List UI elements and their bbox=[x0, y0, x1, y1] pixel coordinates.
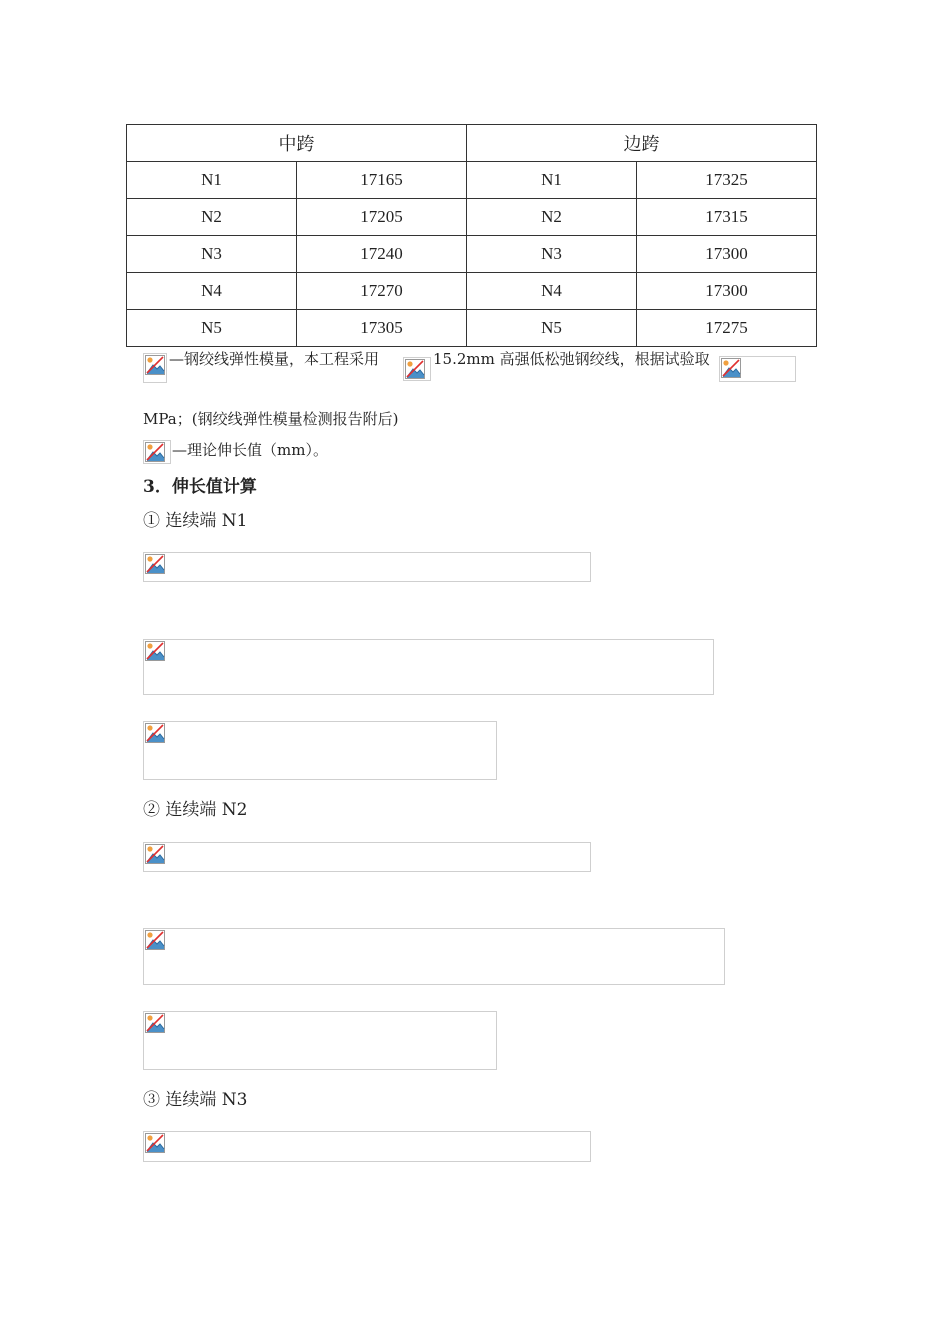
table-row bbox=[127, 273, 817, 310]
subheading-n1: ① 连续端 N1 bbox=[143, 511, 248, 531]
modulus-text-part3: MPa；(钢绞线弹性模量检测报告附后) bbox=[143, 410, 399, 428]
broken-image-placeholder bbox=[143, 353, 167, 383]
broken-image-icon bbox=[405, 359, 425, 379]
cell-right-value: 17300 bbox=[637, 236, 817, 273]
cell-right-value: 17315 bbox=[637, 199, 817, 236]
broken-image-placeholder bbox=[719, 356, 796, 382]
cell-right-value: 17300 bbox=[637, 273, 817, 310]
cell-left-value: 17240 bbox=[297, 236, 467, 273]
broken-image-icon bbox=[145, 355, 165, 375]
broken-image-placeholder bbox=[403, 357, 431, 381]
cell-right-id: N4 bbox=[467, 273, 637, 310]
cell-left-id: N4 bbox=[127, 273, 297, 310]
modulus-text-part2: 15.2mm 高强低松弛钢绞线，根据试验取 bbox=[433, 350, 710, 368]
broken-image-placeholder bbox=[143, 440, 171, 464]
formula-image-placeholder bbox=[143, 1011, 497, 1070]
cell-right-id: N5 bbox=[467, 310, 637, 347]
subheading-n3: ③ 连续端 N3 bbox=[143, 1090, 248, 1110]
cell-right-id: N3 bbox=[467, 236, 637, 273]
cell-left-id: N1 bbox=[127, 162, 297, 199]
header-side-span: 边跨 bbox=[467, 125, 817, 162]
broken-image-icon bbox=[145, 442, 165, 462]
subheading-n2: ② 连续端 N2 bbox=[143, 800, 248, 820]
broken-image-icon bbox=[145, 641, 165, 661]
broken-image-icon bbox=[145, 723, 165, 743]
cell-left-id: N2 bbox=[127, 199, 297, 236]
cell-left-id: N3 bbox=[127, 236, 297, 273]
elongation-table bbox=[126, 124, 817, 347]
cell-right-value: 17275 bbox=[637, 310, 817, 347]
broken-image-icon bbox=[721, 358, 741, 378]
table-header-row bbox=[127, 125, 817, 162]
formula-image-placeholder bbox=[143, 1131, 591, 1162]
header-mid-span: 中跨 bbox=[127, 125, 467, 162]
cell-right-id: N1 bbox=[467, 162, 637, 199]
broken-image-icon bbox=[145, 844, 165, 864]
table-row bbox=[127, 162, 817, 199]
formula-image-placeholder bbox=[143, 842, 591, 872]
broken-image-icon bbox=[145, 554, 165, 574]
broken-image-icon bbox=[145, 1013, 165, 1033]
cell-right-value: 17325 bbox=[637, 162, 817, 199]
formula-image-placeholder bbox=[143, 721, 497, 780]
table-row bbox=[127, 199, 817, 236]
cell-left-value: 17205 bbox=[297, 199, 467, 236]
cell-right-id: N2 bbox=[467, 199, 637, 236]
cell-left-id: N5 bbox=[127, 310, 297, 347]
table-row bbox=[127, 310, 817, 347]
table-row bbox=[127, 236, 817, 273]
broken-image-icon bbox=[145, 1133, 165, 1153]
cell-left-value: 17165 bbox=[297, 162, 467, 199]
formula-image-placeholder bbox=[143, 552, 591, 582]
broken-image-icon bbox=[145, 930, 165, 950]
formula-image-placeholder bbox=[143, 928, 725, 985]
theory-elongation-text: —理论伸长值（mm）。 bbox=[172, 441, 328, 459]
cell-left-value: 17305 bbox=[297, 310, 467, 347]
cell-left-value: 17270 bbox=[297, 273, 467, 310]
formula-image-placeholder bbox=[143, 639, 714, 695]
section-heading: 3．伸长值计算 bbox=[143, 477, 257, 497]
modulus-text-part1: —钢绞线弹性模量，本工程采用 bbox=[169, 350, 380, 368]
